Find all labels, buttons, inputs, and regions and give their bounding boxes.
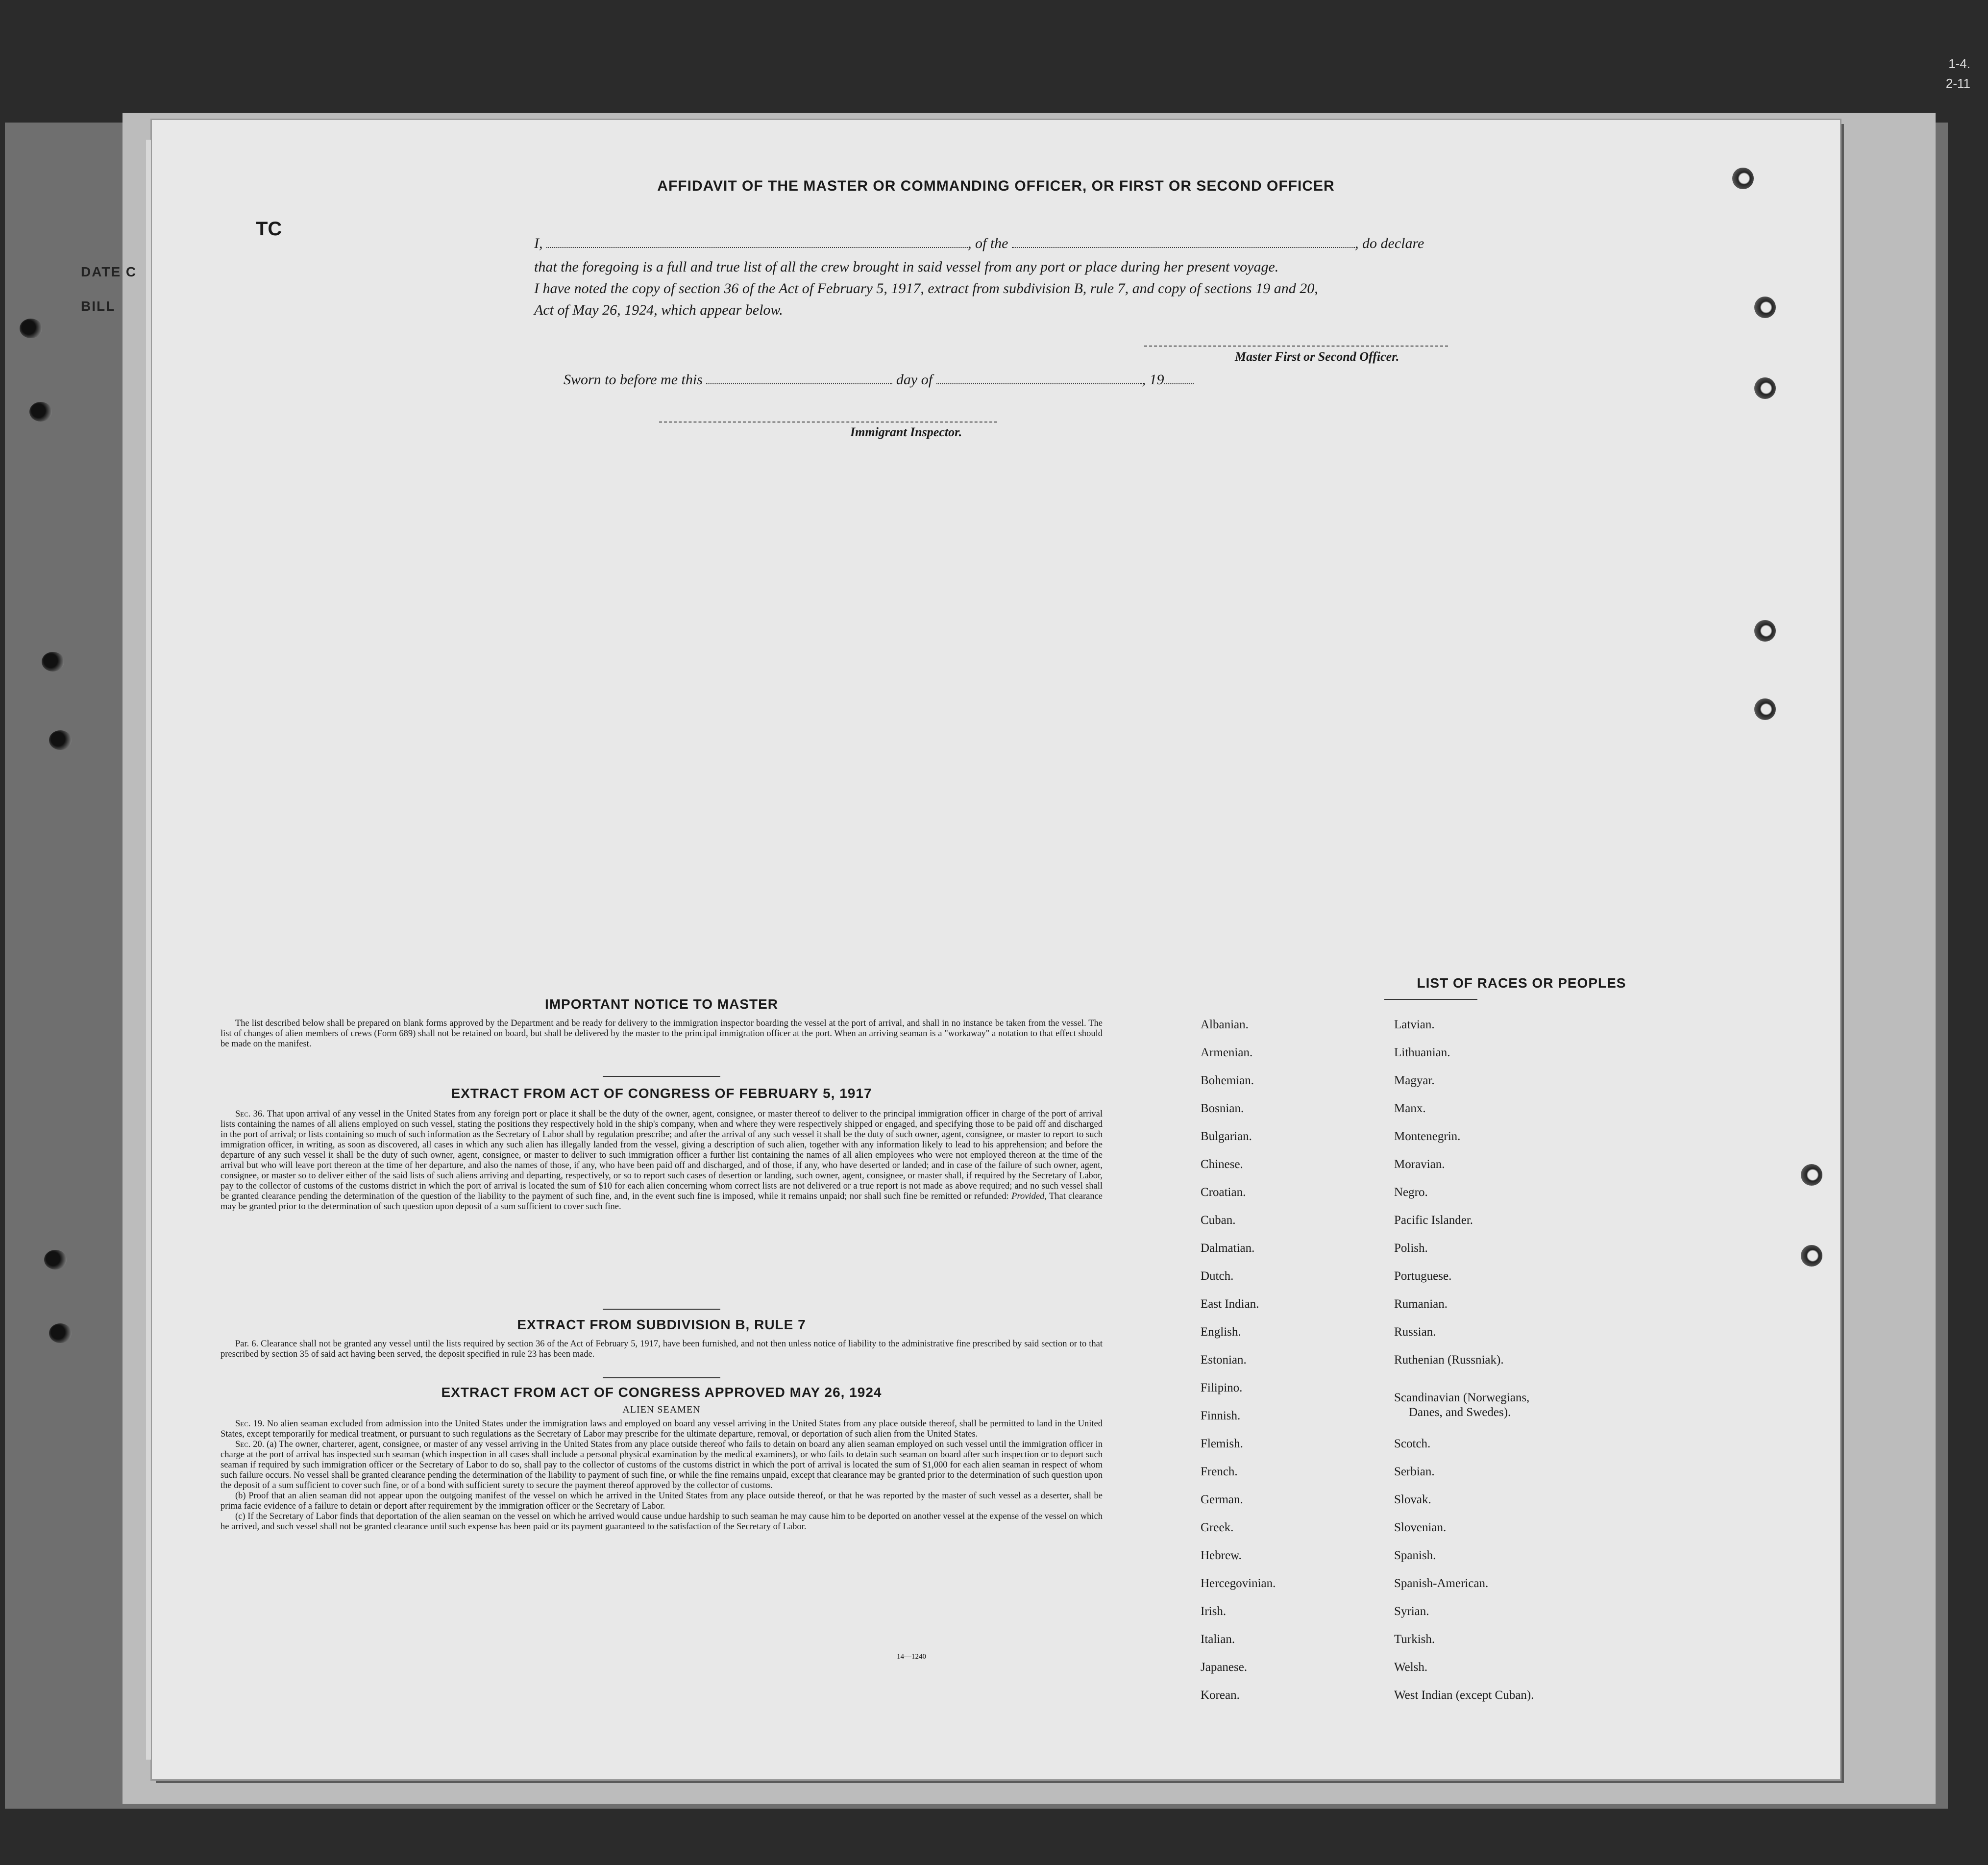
- race-item: Russian.: [1394, 1325, 1436, 1339]
- race-item: Dalmatian.: [1201, 1242, 1255, 1255]
- important-notice-text: The list described below shall be prepared on blank forms approved by the Department and be ready for delivery to the immigration inspector boarding the vessel at the port of arrival, and shall in no instance be taken from the vessel. The list of changes of alien members of crews (Form 689) shall not be retained on board, but shall be delivered by the master to the principal immigration officer at the port. When an arriving seaman is a "workaway" a notation to that effect should be made on the manifest.: [221, 1019, 1103, 1049]
- punch-hole: [1754, 297, 1776, 318]
- race-item: Turkish.: [1394, 1633, 1435, 1646]
- section-20-c-text: (c) If the Secretary of Labor finds that deportation of the alien seaman on the vessel on which he arrived would cause undue hardship to such seaman he may cause him to be deported on another vessel at the expense of the vessel on which he arrived, and such vessel shall not be granted clearance until such expense has been paid or its payment guaranteed to the satisfaction of the Secretary of Labor.: [221, 1512, 1103, 1532]
- sworn-line: [564, 372, 1194, 388]
- binder-hole: [49, 730, 72, 750]
- affidavit-line-4: Act of May 26, 1924, which appear below.: [534, 302, 783, 318]
- race-item: Spanish-American.: [1394, 1577, 1489, 1590]
- binder-hole: [29, 402, 52, 422]
- punch-hole: [1801, 1245, 1822, 1267]
- vessel-blank[interactable]: [1012, 240, 1355, 248]
- important-notice-title: IMPORTANT NOTICE TO MASTER: [544, 996, 779, 1012]
- race-item: Italian.: [1201, 1633, 1235, 1646]
- affidavit-i: I,: [534, 235, 543, 251]
- race-item: Estonian.: [1201, 1353, 1247, 1367]
- tab-label-date: DATE C: [81, 264, 137, 279]
- sworn-year-blank[interactable]: [1164, 376, 1194, 384]
- race-item: Welsh.: [1394, 1661, 1428, 1674]
- race-item: Hebrew.: [1201, 1549, 1242, 1562]
- rule-7-body: [221, 1339, 1103, 1360]
- race-item: German.: [1201, 1493, 1243, 1506]
- affidavit-of-the: , of the: [968, 235, 1008, 251]
- race-item: English.: [1201, 1325, 1241, 1339]
- race-item: Pacific Islander.: [1394, 1214, 1473, 1227]
- form-number: 14—1240: [897, 1653, 926, 1661]
- rule-7-title: EXTRACT FROM SUBDIVISION B, RULE 7: [517, 1317, 806, 1332]
- race-item: Portuguese.: [1394, 1269, 1452, 1283]
- race-item: Lithuanian.: [1394, 1046, 1450, 1059]
- race-item: Scandinavian (Norwegians,: [1394, 1391, 1530, 1404]
- sworn-prefix: Sworn to before me this: [564, 372, 703, 388]
- affidavit-title: AFFIDAVIT OF THE MASTER OR COMMANDING OFFICER, OR FIRST OR SECOND OFFICER: [657, 178, 1335, 194]
- section-20-a-text: (a) The owner, charterer, agent, consignee, or master of any vessel arriving in the United States from any place outside thereof who fails to detain on board any alien seaman employed on such vessel until the immigration officer in charge at the port of arrival has inspected such seaman (which inspection in all cases shall include a personal physical examination by the medical examiners), or who fails to detain such seaman on board after such inspection or to deport such seaman if required by such immigration officer or the Secretary of Labor to do so, shall pay to the collector of customs of the customs district in which the port of arrival is located the sum of $1,000 for each alien seaman in respect of whom such failure occurs. No vessel shall be granted clearance pending the determination of the liability to payment of such fine, or while the fine remains unpaid, except that clearance may be granted prior to the determination of such question upon the deposit of a sum sufficient to cover such fine, or of a bond with sufficient surety to secure the payment thereof approved by the collector of customs.: [221, 1440, 1103, 1491]
- race-item: Cuban.: [1201, 1214, 1236, 1227]
- name-blank[interactable]: [546, 240, 968, 248]
- race-item: Filipino.: [1201, 1381, 1243, 1394]
- race-item: Albanian.: [1201, 1018, 1249, 1031]
- act-1917-body: [221, 1109, 1103, 1212]
- race-item: Slovenian.: [1394, 1521, 1447, 1534]
- race-item: Scotch.: [1394, 1437, 1431, 1450]
- race-item: Latvian.: [1394, 1018, 1435, 1031]
- race-item: Bulgarian.: [1201, 1130, 1252, 1143]
- sworn-month-blank[interactable]: [936, 376, 1142, 384]
- affidavit-line-2: that the foregoing is a full and true list of all the crew brought in said vessel from any port or place during her present voyage.: [534, 259, 1279, 275]
- race-item: Moravian.: [1394, 1158, 1445, 1171]
- races-title-rule: [1384, 999, 1477, 1000]
- race-item: Ruthenian (Russniak).: [1394, 1353, 1504, 1367]
- corner-note-line: 2-11: [1945, 76, 1970, 91]
- section-19-label: Sec. 19.: [235, 1419, 265, 1429]
- master-signature-label: Master First or Second Officer.: [1235, 349, 1399, 364]
- race-item: Montenegrin.: [1394, 1130, 1461, 1143]
- provided-word: Provided,: [1011, 1192, 1047, 1201]
- race-item: Slovak.: [1394, 1493, 1431, 1506]
- race-item: Chinese.: [1201, 1158, 1243, 1171]
- punch-hole: [1754, 620, 1776, 642]
- race-item: Syrian.: [1394, 1605, 1429, 1618]
- inspector-signature-label: Immigrant Inspector.: [850, 425, 962, 439]
- punch-hole: [1754, 698, 1776, 720]
- race-item: Rumanian.: [1394, 1297, 1448, 1311]
- race-item: Japanese.: [1201, 1661, 1248, 1674]
- manifest-page: [152, 120, 1840, 1779]
- race-item: Hercegovinian.: [1201, 1577, 1276, 1590]
- binder-hole: [44, 1250, 67, 1269]
- race-item: Negro.: [1394, 1186, 1428, 1199]
- race-item: Serbian.: [1394, 1465, 1435, 1478]
- important-notice-body: [221, 1019, 1103, 1049]
- binder-hole: [20, 319, 42, 338]
- race-item: Dutch.: [1201, 1269, 1234, 1283]
- race-item: East Indian.: [1201, 1297, 1259, 1311]
- race-item: Greek.: [1201, 1521, 1234, 1534]
- race-item: Bohemian.: [1201, 1074, 1254, 1087]
- race-item: Bosnian.: [1201, 1102, 1244, 1115]
- section-20-label: Sec. 20.: [235, 1440, 265, 1449]
- sworn-day-of: day of: [896, 372, 933, 388]
- affidavit-line-3: I have noted the copy of section 36 of the Act of February 5, 1917, extract from subdivision B, rule 7, and copy of sections 19 and 20,: [534, 280, 1318, 297]
- corner-note-line: 1-4.: [1948, 56, 1970, 71]
- section-36-label: Sec. 36.: [235, 1109, 265, 1119]
- race-item-continued: Danes, and Swedes).: [1409, 1406, 1511, 1419]
- tab-label-bill: BILL: [81, 298, 116, 314]
- race-item: West Indian (except Cuban).: [1394, 1689, 1534, 1702]
- section-divider: [603, 1309, 720, 1310]
- punch-hole: [1801, 1164, 1822, 1186]
- section-divider: [603, 1076, 720, 1077]
- alien-seamen-subhead: ALIEN SEAMEN: [622, 1404, 701, 1415]
- tc-mark: TC: [256, 218, 282, 240]
- section-36-tail: That clearance may be granted prior to the determination of such question upon deposit of a sum sufficient to cover such fine.: [221, 1192, 1103, 1212]
- master-signature-line[interactable]: [1144, 346, 1448, 347]
- sworn-year: , 19: [1142, 372, 1164, 388]
- binder-hole: [49, 1323, 72, 1343]
- corner-pencil-note: [1946, 54, 1970, 93]
- race-item: French.: [1201, 1465, 1238, 1478]
- affidavit-do-declare: , do declare: [1355, 235, 1424, 251]
- race-item: Flemish.: [1201, 1437, 1243, 1450]
- race-item: Polish.: [1394, 1242, 1428, 1255]
- section-divider: [603, 1377, 720, 1378]
- act-1917-title: EXTRACT FROM ACT OF CONGRESS OF FEBRUARY 5, 1917: [451, 1086, 872, 1101]
- act-1924-title: EXTRACT FROM ACT OF CONGRESS APPROVED MAY 26, 1924: [441, 1385, 882, 1400]
- race-item: Irish.: [1201, 1605, 1227, 1618]
- rule-7-text: Par. 6. Clearance shall not be granted any vessel until the lists required by section 36 of the Act of February 5, 1917, have been furnished, and not then unless notice of liability to the administrative fine prescribed by said section or to that prescribed by section 35 of said act having been served, the deposit specified in rule 23 has been made.: [221, 1339, 1103, 1359]
- sworn-day-blank[interactable]: [706, 376, 892, 384]
- section-20-b-text: (b) Proof that an alien seaman did not appear upon the outgoing manifest of the vessel on which he arrived in the United States from any place outside thereof, or that he was reported by the master of such vessel as a deserter, shall be prima facie evidence of a failure to detain or deport after requirement by the immigration officer or the Secretary of Labor.: [221, 1491, 1103, 1511]
- inspector-signature-line[interactable]: [659, 422, 997, 423]
- act-1924-body: [221, 1419, 1103, 1532]
- section-36-text: That upon arrival of any vessel in the United States from any foreign port or place it shall be the duty of the owner, agent, consignee, or master thereof to deliver to the principal immigration officer in charge of the port of arrival lists containing the names of all aliens employed on such vessel, stating the positions they respectively hold in the ship's company, when and where they were respectively shipped or engaged, and specifying those to be paid off and discharged in the port of arrival; or lists containing so much of such information as the Secretary of Labor shall by regulation prescribe; and after the arrival of any such vessel it shall be the duty of such owner, agent, consignee, or master to report to such immigration officer, in writing, as soon as discovered, all cases in which any such alien has illegally landed from the vessel, giving a description of such alien, together with any information likely to lead to his apprehension; and before the departure of any such vessel it shall be the duty of such owner, agent, consignee, or master to deliver to such immigration officer a further list containing the names of all alien employees who were not employed thereon at the time of the arrival but who will leave port thereon at the time of her departure, and also the names of those, if any, who have been paid off and discharged, and of those, if any, who have deserted or landed; and in case of the failure of such owner, agent, consignee, or master so to deliver either of the said lists of such aliens arriving and departing, respectively, or so to report such cases of desertion or landing, such owner, agent, consignee, or master shall, if required by the Secretary of Labor, pay to the collector of customs of the customs district in which the port of arrival is located the sum of $10 for each alien concerning whom correct lists are not delivered or a true report is not made as above required; and no such vessel shall be granted clearance pending the determination of the question of the liability to the payment of such fine, and, in the event such fine is imposed, while it remains unpaid; nor shall such fine be remitted or refunded:: [221, 1109, 1103, 1201]
- race-item: Spanish.: [1394, 1549, 1436, 1562]
- binder-hole: [42, 652, 64, 671]
- race-item: Korean.: [1201, 1689, 1240, 1702]
- race-item: Magyar.: [1394, 1074, 1435, 1087]
- race-item: Armenian.: [1201, 1046, 1253, 1059]
- affidavit-declaration-line: [534, 235, 1424, 252]
- race-item: Manx.: [1394, 1102, 1426, 1115]
- race-item: Finnish.: [1201, 1409, 1241, 1422]
- punch-hole: [1754, 377, 1776, 399]
- race-item: Croatian.: [1201, 1186, 1246, 1199]
- section-19-text: No alien seaman excluded from admission into the United States under the immigration laws and employed on board any vessel arriving in the United States from any place outside thereof, shall be permitted to land in the United States, except temporarily for medical treatment, or pursuant to such regulations as the Secretary of Labor may prescribe for the ultimate departure, removal, or deportation of such alien from the United States.: [221, 1419, 1103, 1439]
- races-list-title: LIST OF RACES OR PEOPLES: [1417, 975, 1626, 991]
